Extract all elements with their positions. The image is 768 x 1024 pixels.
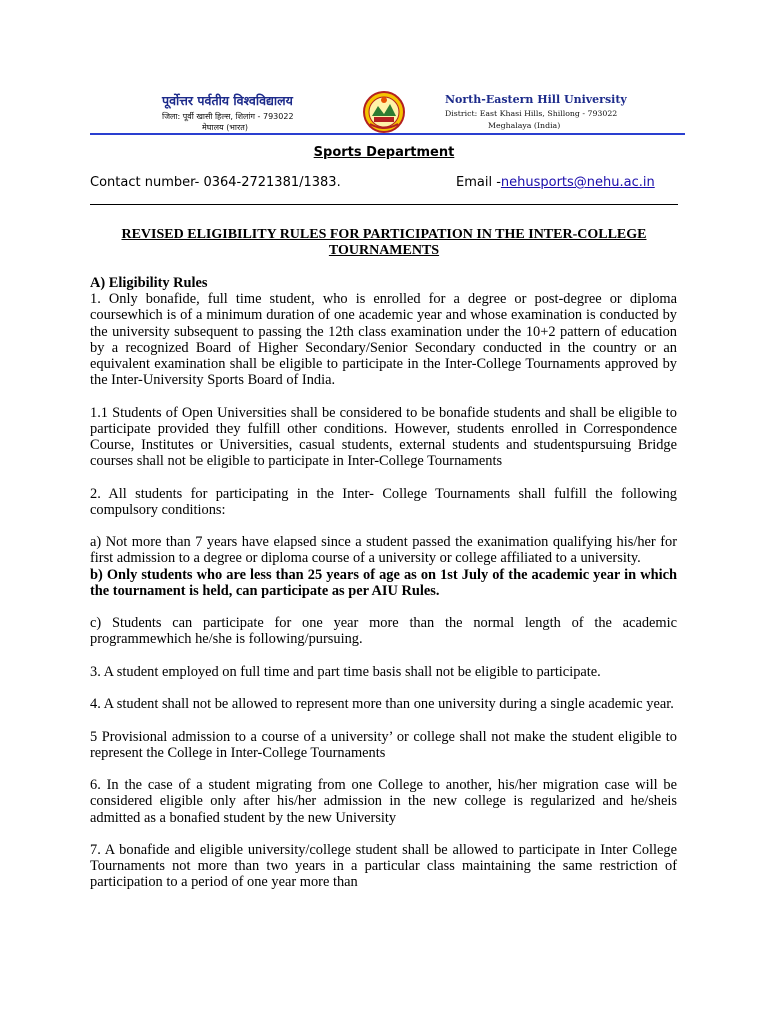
email-link[interactable]: nehusports@nehu.ac.in <box>500 175 655 190</box>
university-emblem-icon <box>362 90 406 134</box>
document-title: REVISED ELIGIBILITY RULES FOR PARTICIPATION IN THE INTER-COLLEGE TOURNAMENTS <box>121 227 647 258</box>
university-address-english-line1: District: East Khasi Hills, Shillong - 793022 <box>445 109 618 118</box>
university-address-english-line2: Meghalaya (India) <box>488 121 561 130</box>
rule-3: 3. A student employed on full time and part time basis shall not be eligible to participate. <box>90 663 601 680</box>
document-body <box>90 275 677 907</box>
rule-5: 5 Provisional admission to a course of a university’ or college shall not make the student eligible to represent the College in Inter-College Tournaments <box>90 728 677 761</box>
rule-7: 7. A bonafide and eligible university/college student shall be allowed to participate in Inter College Tournaments not more than two years in a particular class maintaining the same restriction of participation to a period of one year more than <box>90 841 677 891</box>
letterhead-divider <box>90 133 685 135</box>
rule-1-1: 1.1 Students of Open Universities shall be considered to be bonafide students and shall be eligible to participate provided they fulfill other conditions. However, students enrolled in Correspondence Course, Institutes or Universities, casual students, external students and studentspursuing Bridge courses shall not be eligible to participate in Inter-College Tournaments <box>90 404 677 470</box>
university-address-hindi-line2: मेघालय (भारत) <box>202 123 248 132</box>
email-label: Email - <box>456 175 501 190</box>
rule-2: 2. All students for participating in the Inter- College Tournaments shall fulfill the following compulsory conditions: <box>90 485 677 518</box>
rule-1: 1. Only bonafide, full time student, who is enrolled for a degree or post-degree or diploma coursewhich is of a minimum duration of one academic year and whose examination is conducted by the university subsequent to passing the 12th class examination under the 10+2 pattern of education by a recognized Board of Higher Secondary/Senior Secondary conducted in the country or an equivalent examination shall be eligible to participate in the Inter-College Tournaments approved by the Inter-University Sports Board of India. <box>90 291 677 389</box>
university-name-hindi: पूर्वोत्तर पर्वतीय विश्वविद्यालय <box>162 93 293 108</box>
rule-2c: c) Students can participate for one year more than the normal length of the academic programmewhich he/she is following/pursuing. <box>90 615 677 648</box>
contact-number: Contact number- 0364-2721381/1383. <box>90 175 341 190</box>
department-heading: Sports Department <box>313 145 455 160</box>
letterhead <box>90 78 685 138</box>
section-heading: A) Eligibility Rules <box>90 275 208 291</box>
rule-6: 6. In the case of a student migrating from one College to another, his/her migration case will be considered eligible only after his/her admission in the new college is regularized and he/sheis admitted as a bonafied student by the new University <box>90 777 677 826</box>
contact-divider <box>90 204 678 205</box>
rule-2a: a) Not more than 7 years have elapsed since a student passed the exanimation qualifying his/her for first admission to a degree or diploma course of a university or college affiliated to a university. <box>90 534 677 567</box>
university-address-hindi-line1: जिला: पूर्वी खासी हिल्स, शिलांग - 793022 <box>162 112 294 121</box>
university-name-english: North-Eastern Hill University <box>445 93 627 106</box>
rule-4: 4. A student shall not be allowed to represent more than one university during a single academic year. <box>90 696 674 713</box>
email-line <box>456 175 655 190</box>
rule-2b: b) Only students who are less than 25 years of age as on 1st July of the academic year in which the tournament is held, can participate as per AIU Rules. <box>90 566 677 599</box>
